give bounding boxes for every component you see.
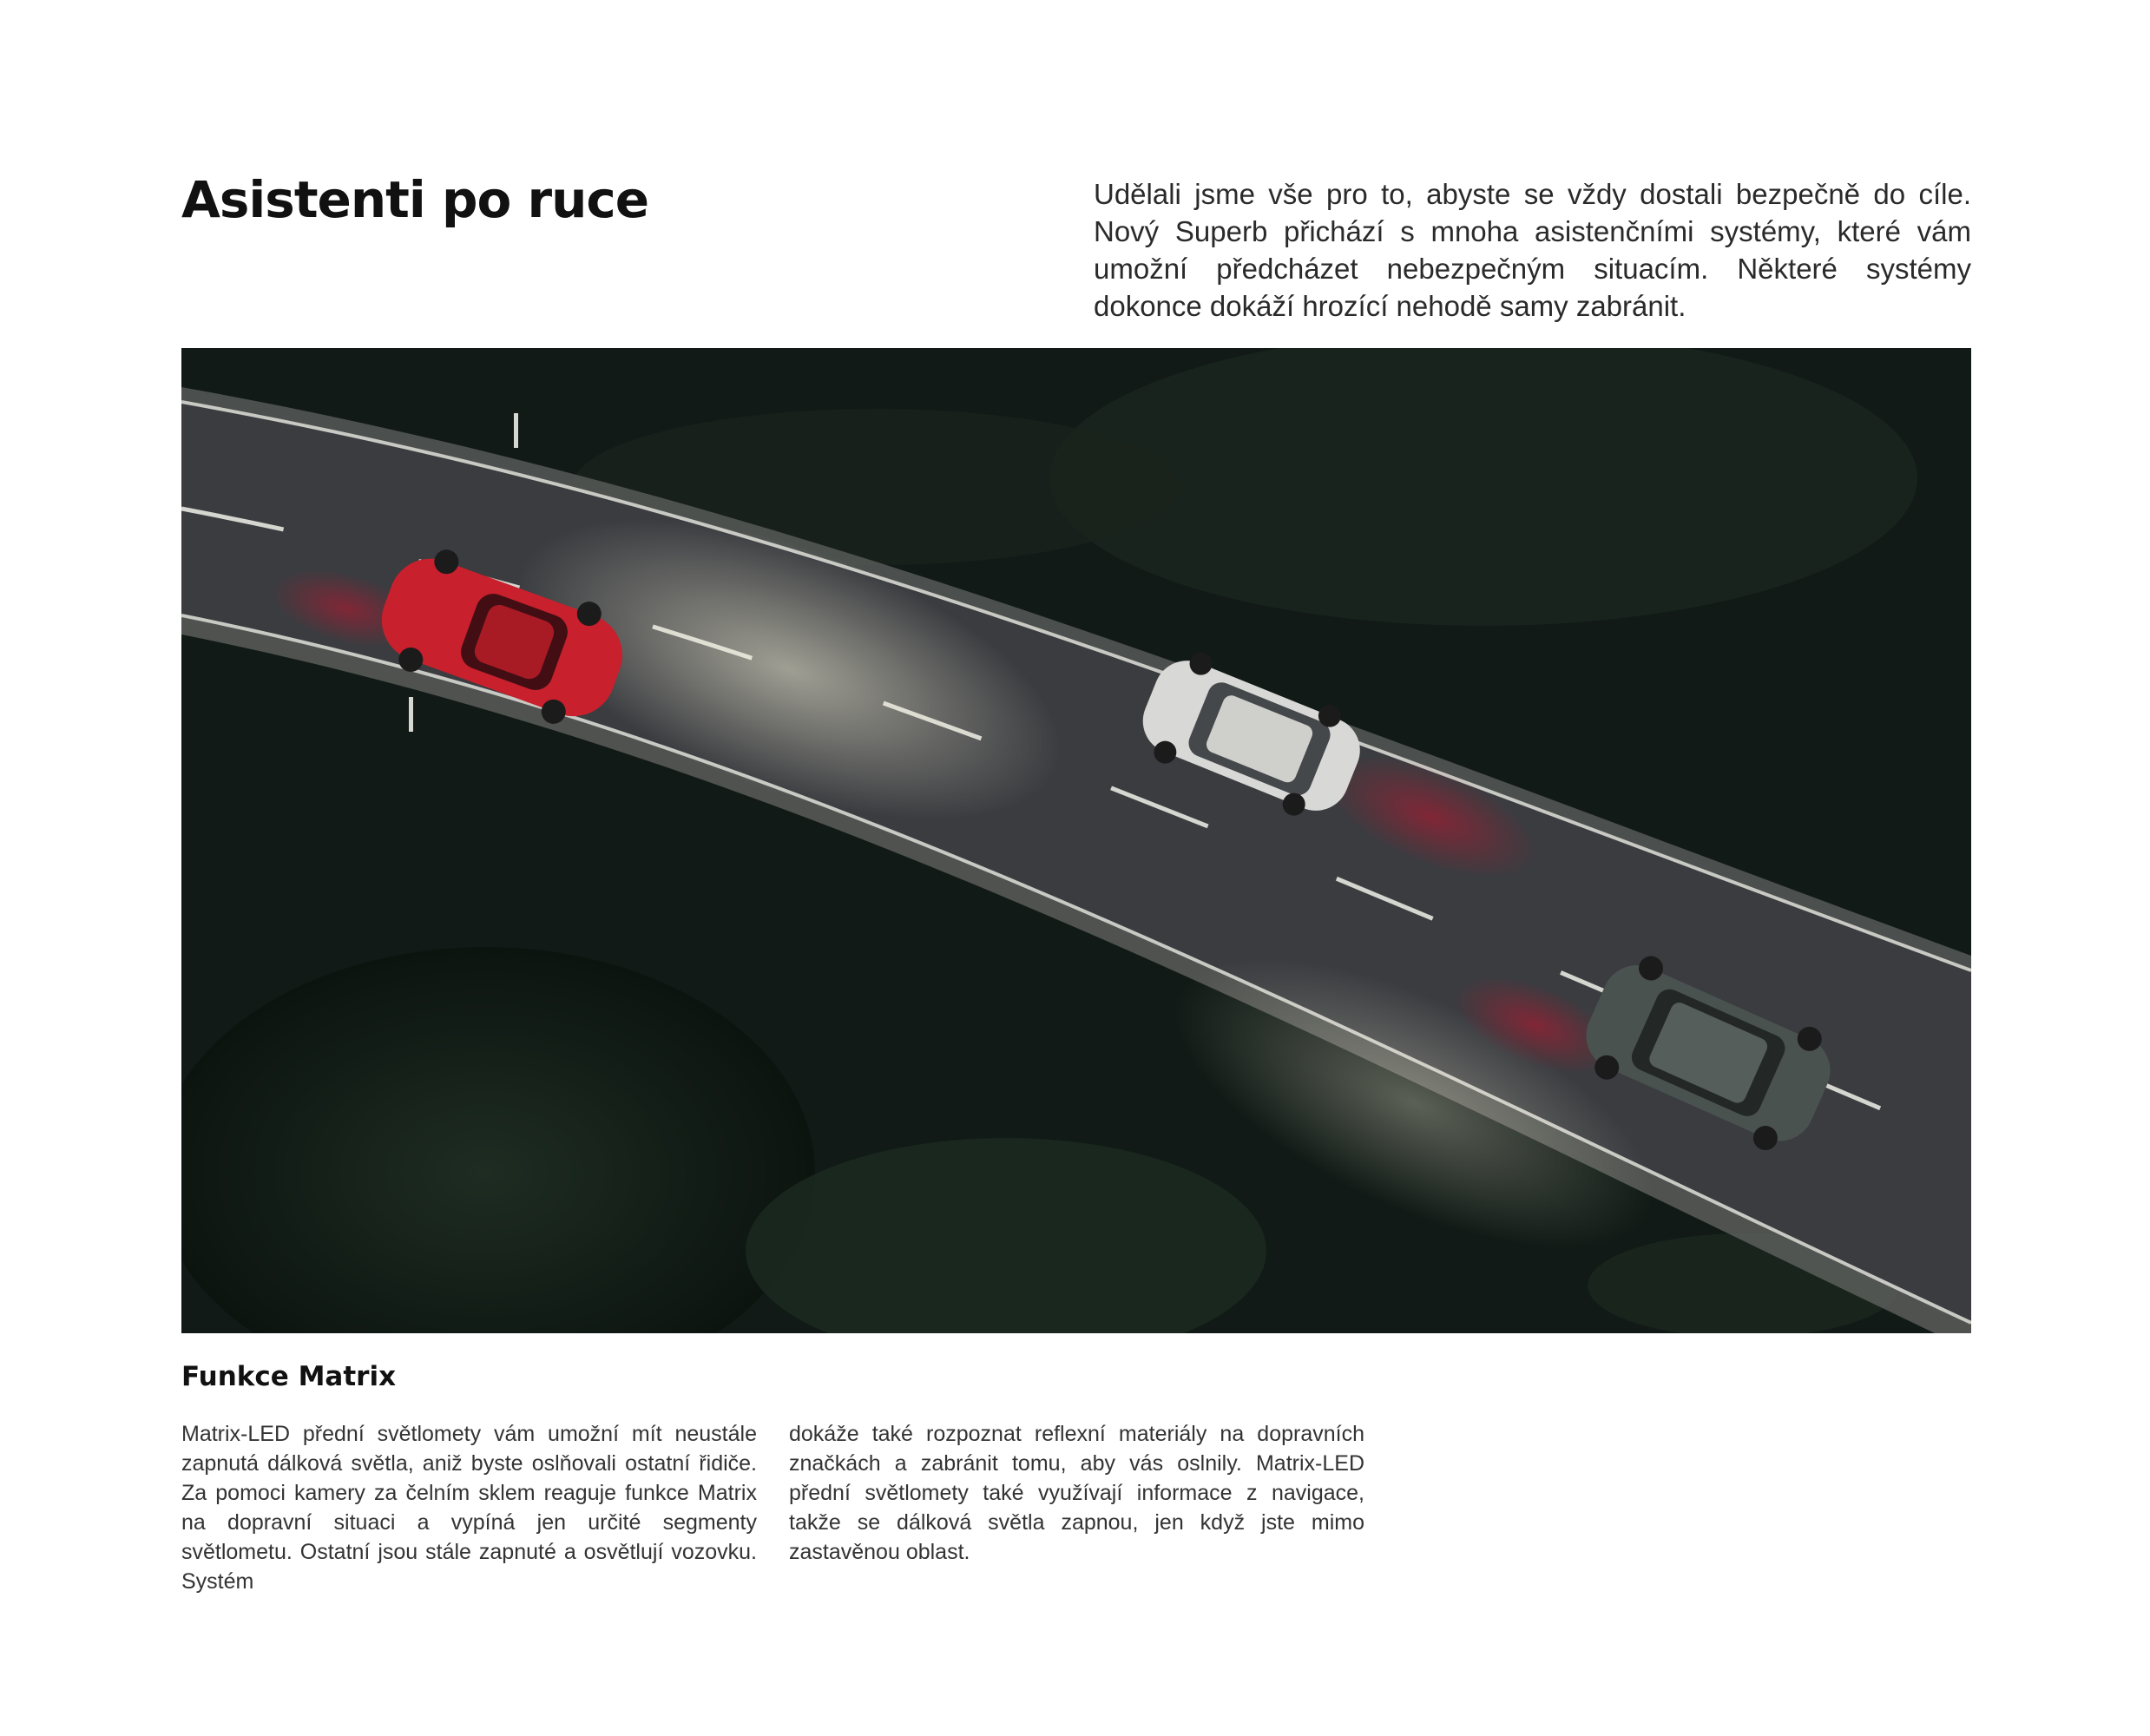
night-road-photo — [181, 348, 1971, 1333]
intro-paragraph: Udělali jsme vše pro to, abyste se vždy dostali bezpečně do cíle. Nový Superb přichází s mnoha asistenčními systémy, které vám umožní předcházet nebezpečným situacím. Některé systémy dokonce dokáží hrozící nehodě samy zabránit. — [1094, 178, 1971, 322]
page-title: Asistenti po ruce — [181, 170, 649, 229]
body-column-1: Matrix-LED přední světlomety vám umožní mít neustále zapnutá dálková světla, aniž byste oslňovali ostatní řidiče. Za pomoci kamery za čelním sklem reaguje funkce Matrix na dopravní situaci a vypíná jen určité segmenty světlometu. Ostatní jsou stále zapnuté a osvětlují vozovku. Systém — [181, 1422, 757, 1594]
section-title: Funkce Matrix — [181, 1361, 397, 1392]
body-column-2: dokáže také rozpoznat reflexní materiály na dopravních značkách a zabránit tomu, aby vás oslnily. Matrix-LED přední světlomety také využívají informace z navigace, takže se dálková světla zapnou, jen když jste mimo zastavěnou oblast. — [789, 1422, 1364, 1564]
